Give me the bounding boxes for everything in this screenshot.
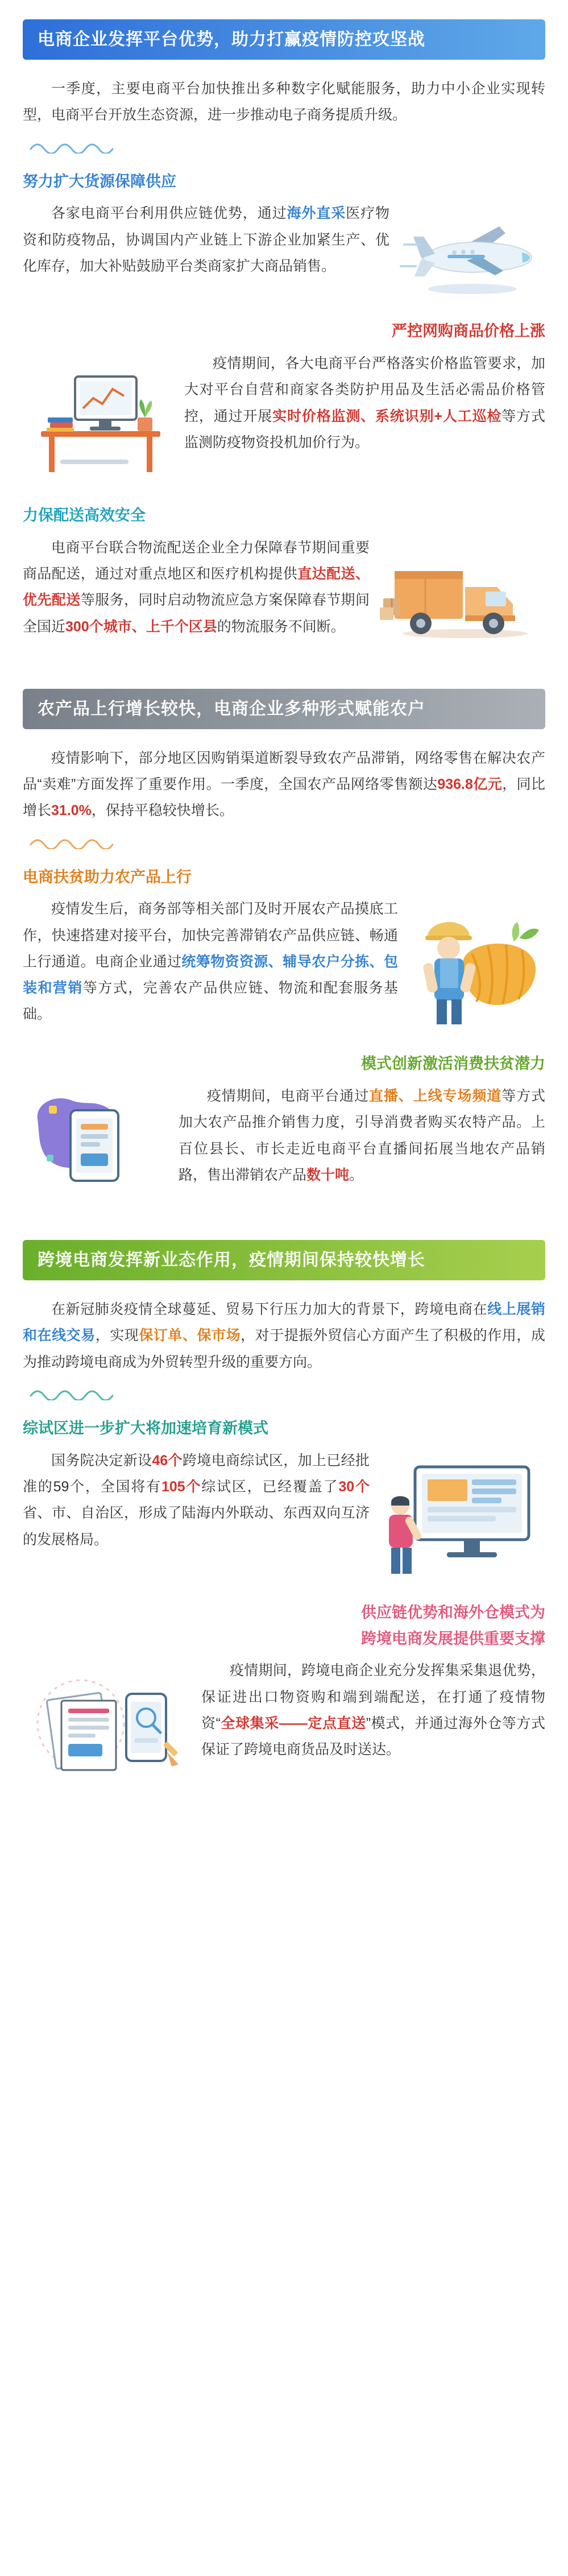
supply-text-a: 各家电商平台利用供应链优势，通过 — [51, 205, 287, 222]
squiggle-decoration-2 — [30, 834, 568, 852]
pilot-highlight-2: 105个 — [161, 1479, 202, 1495]
block-innovation — [0, 1083, 568, 1206]
delivery-text-b: 等服务，同时启动物流应急方案保障春节期间全国近 — [23, 592, 370, 635]
innovation-text-b: 等方式加大农产品推介销售力度，引导消费者购买农特产品。上百位县长、市长走近电商平台直播间拓展当地农产品销路，售出滞销农产品 — [179, 1088, 545, 1183]
documents-phone-illustration — [26, 1661, 191, 1800]
pilot-text-c: 综试区，已经覆盖了 — [201, 1479, 339, 1495]
section-header-cross-border: 跨境电商发挥新业态作用，疫情期间保持较快增长 — [23, 1240, 545, 1280]
delivery-highlight-1: 直达配送、优先配送 — [23, 566, 370, 609]
pilot-text-a: 国务院决定新设 — [51, 1452, 152, 1469]
section-header-agriculture: 农产品上行增长较快，电商企业多种形式赋能农户 — [23, 689, 545, 729]
subheading-delivery: 力保配送高效安全 — [23, 507, 146, 524]
pilot-highlight-1: 46个 — [152, 1452, 183, 1469]
innovation-text-a: 疫情期间，电商平台通过 — [207, 1088, 369, 1105]
airplane-illustration — [400, 204, 542, 300]
pilot-text-d: 省、市、自治区，形成了陆海内外联动、东西双向互济的发展格局。 — [23, 1505, 370, 1548]
delivery-text-c: 的物流服务不间断。 — [217, 618, 345, 635]
agri-intro-highlight-1: 936.8亿元 — [437, 776, 503, 793]
farmer-harvest-illustration — [408, 899, 542, 1033]
sc-highlight: 全球集采——定点直送 — [220, 1715, 366, 1731]
price-text-a: 疫情期间，各大电商平台严格落实价格监管要求，加大对平台自营和商家各类防护用品及生活必需品价格管控，通过开展 — [184, 355, 545, 424]
price-highlight: 实时价格监测、系统识别+人工巡检 — [272, 408, 502, 424]
subheading-model-innovation: 模式创新激活消费扶贫潜力 — [361, 1055, 545, 1073]
delivery-highlight-2: 300个城市、上千个区县 — [65, 618, 217, 635]
innovation-highlight-1: 直播、上线专场频道 — [368, 1088, 502, 1105]
subheading-pilot-zone: 综试区进一步扩大将加速培育新模式 — [23, 1419, 268, 1437]
agri-intro-a: 疫情影响下，部分地区因购销渠道断裂导致农产品滞销，网络零售在解决农产品“卖难”方面发挥了重要作用。一季度，全国农产品网络零售额达 — [23, 750, 545, 793]
subheading-expand-supply: 努力扩大货源保障供应 — [23, 172, 176, 190]
desktop-monitor-illustration — [380, 1451, 542, 1582]
cb-intro-b: ，实现 — [95, 1328, 139, 1344]
mobile-shopping-illustration — [26, 1086, 168, 1200]
subheading-price-control: 严控网购商品价格上涨 — [392, 322, 545, 340]
squiggle-decoration-1 — [30, 139, 568, 156]
sc-text-b: ”模式，并通过海外仓等方式保证了跨境电商货品及时送达。 — [201, 1715, 545, 1758]
cb-intro-highlight-2: 保订单、保市场 — [139, 1328, 241, 1344]
poverty-highlight: 统筹物资资源、辅导农户分拣、包装和营销 — [23, 953, 398, 997]
innovation-text-c: 。 — [349, 1167, 364, 1183]
poverty-text-a: 疫情发生后，商务部等相关部门及时开展农产品摸底工作，快速搭建对接平台，加快完善滞销农产品供应链、畅通上行通道。电商企业通过 — [23, 901, 398, 970]
cb-intro-a: 在新冠肺炎疫情全球蔓延、贸易下行压力加大的背景下，跨境电商在 — [51, 1301, 488, 1318]
cb-intro-highlight-1: 线上展销和在线交易 — [23, 1301, 545, 1344]
section2-intro-paragraph — [23, 745, 545, 824]
agri-intro-b: ，同比增长 — [23, 776, 545, 819]
block-supply — [0, 200, 568, 306]
poverty-text-b: 等方式，完善农产品供应链、物流和配套服务基础。 — [23, 980, 398, 1023]
delivery-text-a: 电商平台联合物流配送企业全力保障春节期间重要商品配送，通过对重点地区和医疗机构提供 — [23, 539, 370, 582]
pilot-highlight-3: 30个 — [338, 1479, 370, 1495]
block-pilot — [0, 1448, 568, 1587]
agri-intro-highlight-2: 31.0% — [51, 803, 92, 819]
pilot-text-b: 跨境电商综试区，加上已经批准的59个，全国将有 — [23, 1452, 370, 1495]
section3-intro-paragraph — [23, 1296, 545, 1375]
squiggle-decoration-3 — [30, 1386, 568, 1403]
subheading-poverty-relief: 电商扶贫助力农产品上行 — [23, 868, 192, 886]
cb-intro-c: ，对于提振外贸信心方面产生了积极的作用，成为推动跨境电商成为外贸转型升级的重要方向。 — [23, 1328, 545, 1370]
block-delivery — [0, 535, 568, 655]
innovation-highlight-2: 数十吨 — [306, 1167, 350, 1183]
delivery-truck-illustration — [380, 538, 542, 649]
subheading-supply-chain-line2: 跨境电商发展提供重要支撑 — [361, 1630, 545, 1647]
section1-intro-paragraph: 一季度，主要电商平台加快推出多种数字化赋能服务，助力中小企业实现转型，电商平台开放生态资源，进一步推动电子商务提质升级。 — [23, 81, 545, 123]
agri-intro-c: ，保持平稳较快增长。 — [91, 803, 234, 819]
desk-computer-illustration — [26, 354, 174, 485]
supply-text-b: 医疗物资和防疫物品，协调国内产业链上下游企业加紧生产、优化库存，加大补贴鼓励平台类商家扩大商品销售。 — [23, 205, 389, 274]
article-page — [0, 19, 568, 2576]
block-supply-chain — [0, 1657, 568, 1806]
price-text-b: 等方式监测防疫物资投机加价行为。 — [184, 408, 545, 450]
supply-highlight: 海外直采 — [287, 205, 346, 222]
sc-text-a: 疫情期间，跨境电商企业充分发挥集采集退优势，保证进出口物资购和端到端配送，在打通了疫情物资“ — [201, 1663, 545, 1731]
block-price — [0, 350, 568, 490]
section-header-ecommerce-platform: 电商企业发挥平台优势，助力打赢疫情防控攻坚战 — [23, 19, 545, 60]
block-poverty — [0, 896, 568, 1039]
subheading-supply-chain-line1: 供应链优势和海外仓模式为 — [361, 1603, 545, 1621]
